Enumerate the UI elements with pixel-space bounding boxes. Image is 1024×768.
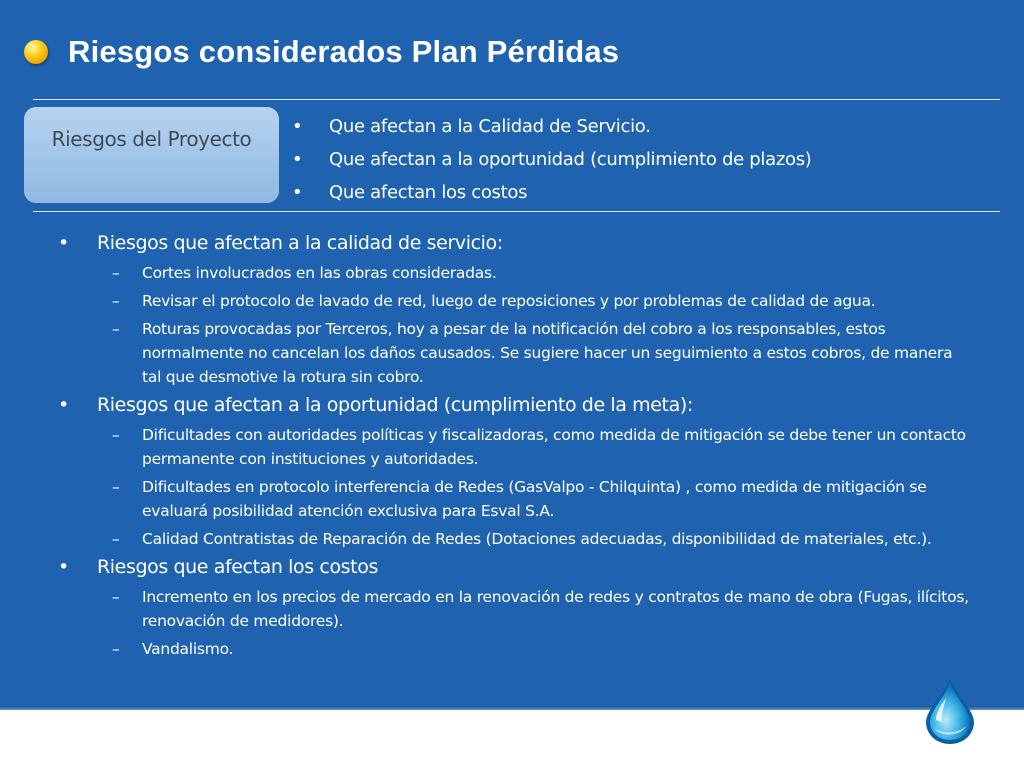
list-item xyxy=(56,289,976,313)
bullet-icon: • xyxy=(292,182,303,203)
project-risks-label: Riesgos del Proyecto xyxy=(51,127,252,151)
dash-icon: – xyxy=(112,478,120,496)
section-heading-text: Riesgos que afectan a la calidad de servicio: xyxy=(97,232,503,254)
bullet-icon: • xyxy=(58,394,69,416)
list-item-text: Calidad Contratistas de Reparación de Redes (Dotaciones adecuadas, disponibilidad de materiales, etc.). xyxy=(142,530,932,548)
bullet-icon: • xyxy=(58,232,69,254)
page-title: Riesgos considerados Plan Pérdidas xyxy=(68,34,620,69)
bullet-ball-icon xyxy=(24,40,48,64)
dash-icon: – xyxy=(112,320,120,338)
list-item-text: Que afectan a la oportunidad (cumplimiento de plazos) xyxy=(329,149,812,170)
section-heading-text: Riesgos que afectan a la oportunidad (cumplimiento de la meta): xyxy=(97,394,693,416)
project-risks-box xyxy=(24,107,279,203)
list-item xyxy=(56,317,976,389)
list-item xyxy=(288,116,988,149)
bullet-icon: • xyxy=(58,556,69,578)
list-item xyxy=(56,585,976,633)
footer-strip xyxy=(0,710,1024,768)
list-item-text: Revisar el protocolo de lavado de red, luego de reposiciones y por problemas de calidad de agua. xyxy=(142,292,876,310)
list-item xyxy=(56,527,976,551)
list-item xyxy=(56,637,976,661)
dash-icon: – xyxy=(112,640,120,658)
list-item-text: Cortes involucrados en las obras consideradas. xyxy=(142,264,497,282)
water-drop-icon xyxy=(922,676,978,746)
list-item-text: Incremento en los precios de mercado en la renovación de redes y contratos de mano de obra (Fugas, ilícitos, renovación de medidores). xyxy=(142,588,969,630)
list-item xyxy=(288,149,988,182)
divider-top xyxy=(33,99,1000,100)
project-risks-list xyxy=(288,116,988,215)
dash-icon: – xyxy=(112,588,120,606)
section-heading-text: Riesgos que afectan los costos xyxy=(97,556,378,578)
bullet-icon: • xyxy=(292,149,303,170)
dash-icon: – xyxy=(112,426,120,444)
divider-middle xyxy=(33,211,1000,212)
list-item-text: Vandalismo. xyxy=(142,640,234,658)
list-item xyxy=(56,261,976,285)
dash-icon: – xyxy=(112,530,120,548)
list-item-text: Que afectan a la Calidad de Servicio. xyxy=(329,116,651,137)
list-item-text: Dificultades en protocolo interferencia de Redes (GasValpo - Chilquinta) , como medida de mitigación se evaluará posibilidad atención exclusiva para Esval S.A. xyxy=(142,478,927,520)
list-item xyxy=(56,423,976,471)
dash-icon: – xyxy=(112,292,120,310)
risk-sections xyxy=(56,231,976,665)
list-item-text: Dificultades con autoridades políticas y fiscalizadoras, como medida de mitigación se debe tener un contacto permanente con instituciones y autoridades. xyxy=(142,426,966,468)
dash-icon: – xyxy=(112,264,120,282)
list-item-text: Roturas provocadas por Terceros, hoy a pesar de la notificación del cobro a los responsables, estos normalmente no cancelan los daños causados. Se sugiere hacer un seguimiento a estos cobros, de manera tal que desmotive la rotura sin cobro. xyxy=(142,320,953,386)
list-item-text: Que afectan los costos xyxy=(329,182,528,203)
list-item xyxy=(56,475,976,523)
section-heading xyxy=(56,231,976,255)
section-heading xyxy=(56,555,976,579)
section-heading xyxy=(56,393,976,417)
bullet-icon: • xyxy=(292,116,303,137)
